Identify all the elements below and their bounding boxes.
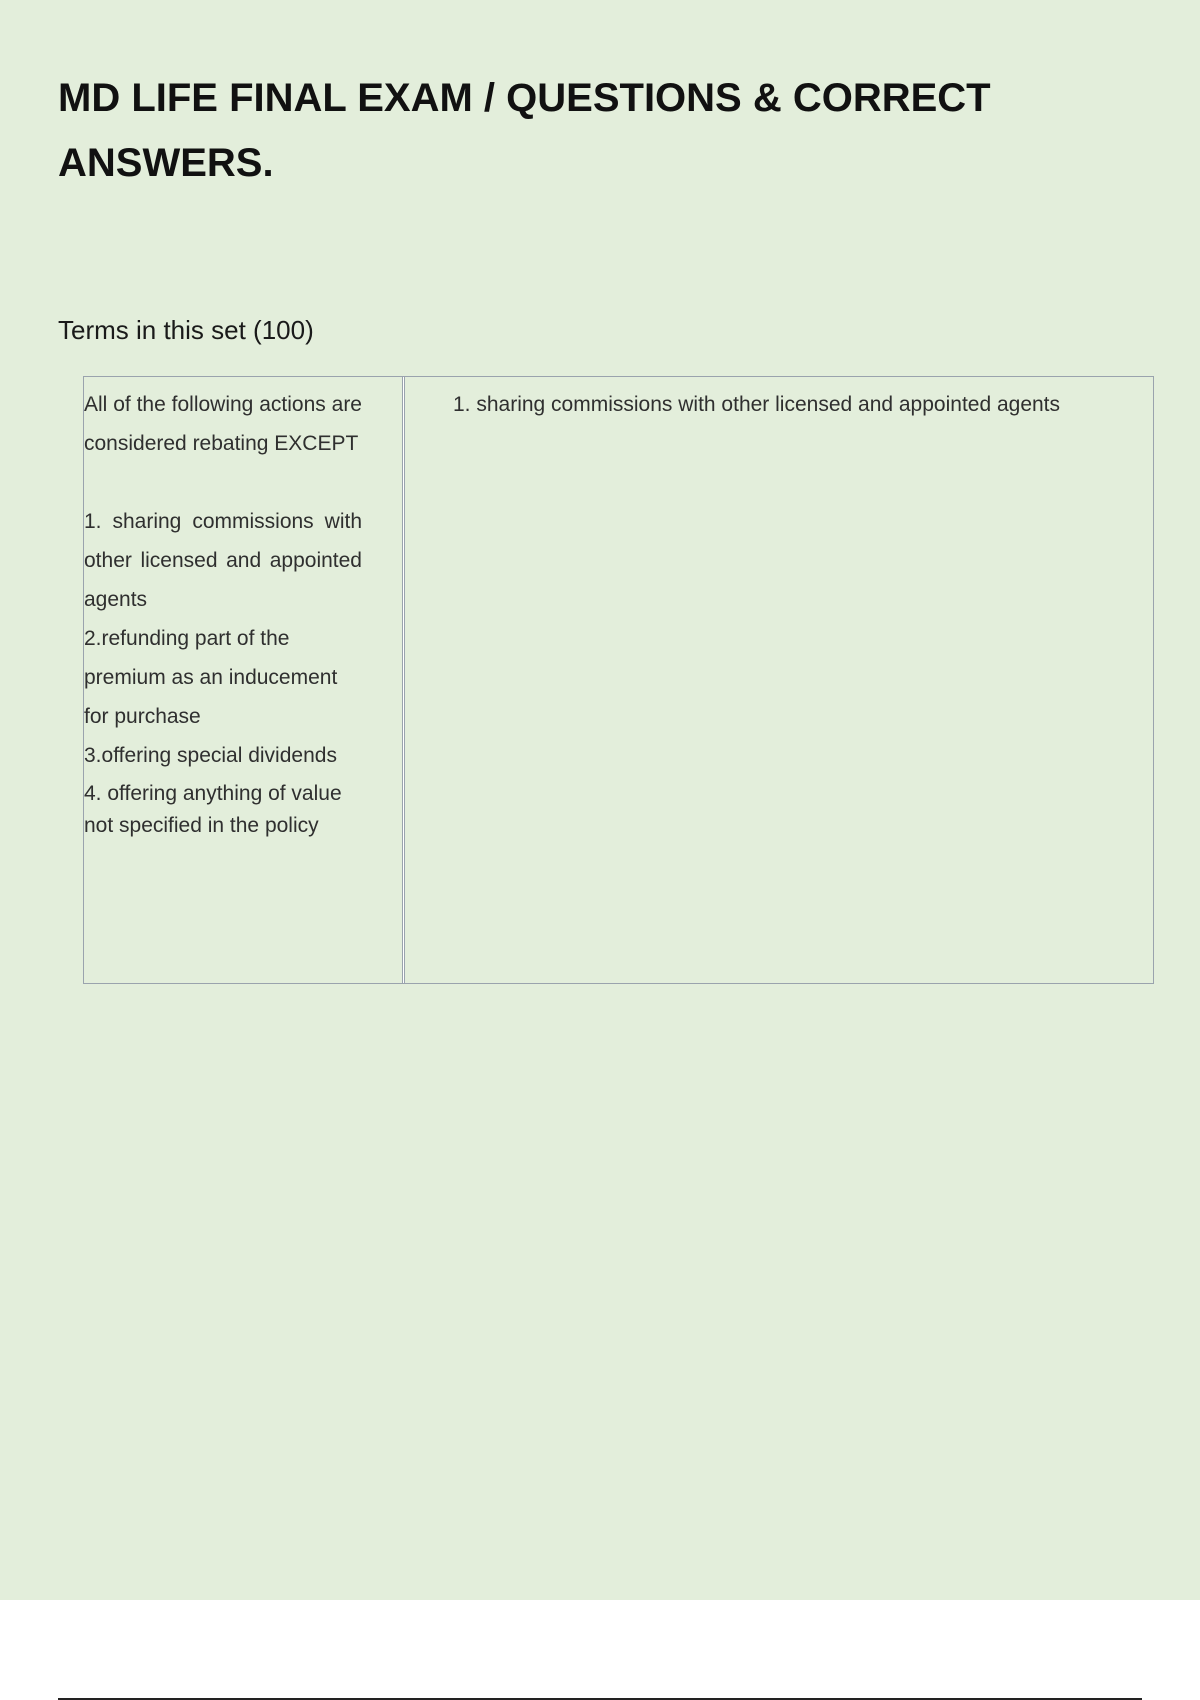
question-spacer [84, 463, 362, 502]
column-divider [402, 377, 405, 983]
answer-cell: 1. sharing commissions with other licensed and appointed agents [453, 393, 1061, 416]
terms-count-label: Terms in this set (100) [58, 315, 314, 345]
question-option-2: 2.refunding part of the premium as an inducement for purchase [84, 627, 338, 728]
question-cell [84, 385, 362, 842]
question-option-1: 1. sharing commissions with other licensed and appointed agents [84, 510, 362, 611]
question-option-3: 3.offering special dividends [84, 744, 337, 767]
question-option-4: 4. offering anything of value not specified in the policy [84, 782, 342, 837]
document-title: MD LIFE FINAL EXAM / QUESTIONS & CORRECT ANSWERS. [58, 76, 991, 185]
question-stem: All of the following actions are considered rebating EXCEPT [84, 393, 362, 455]
qa-table [83, 376, 1154, 984]
